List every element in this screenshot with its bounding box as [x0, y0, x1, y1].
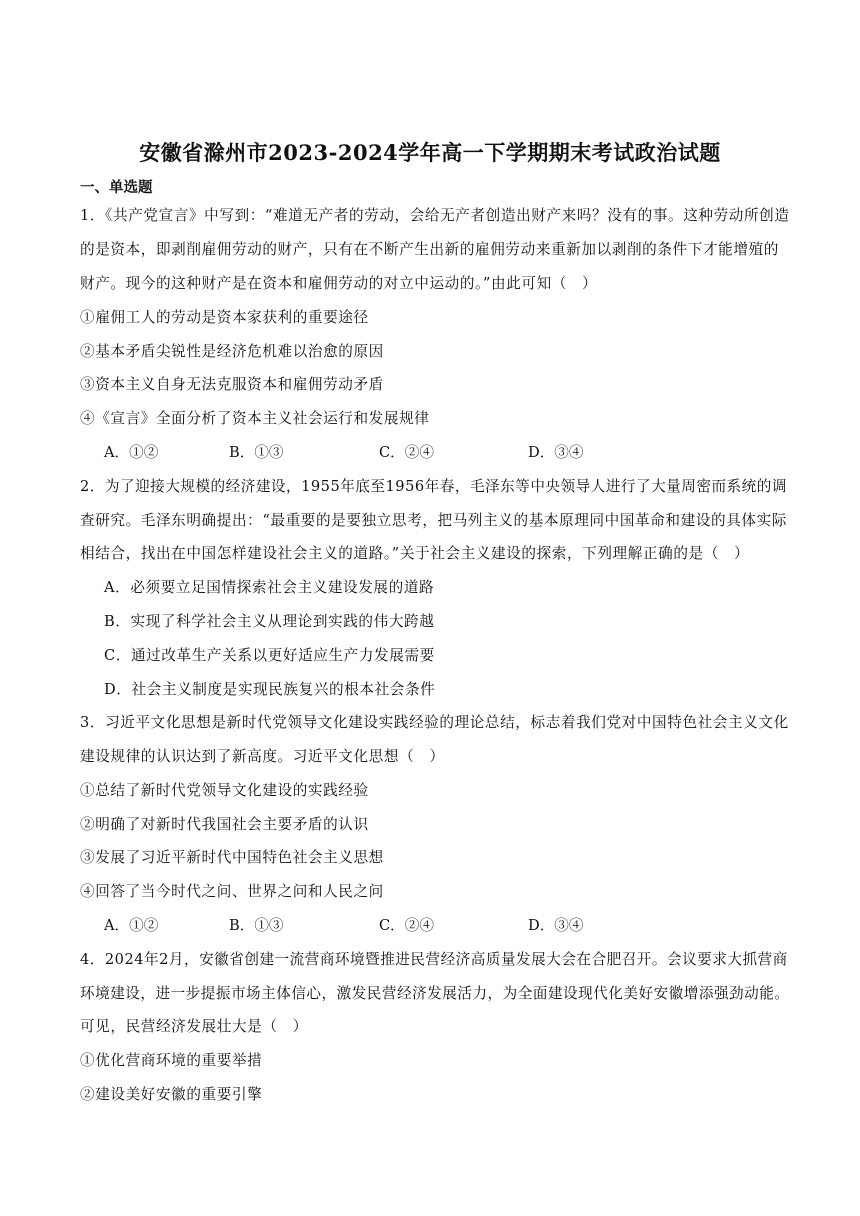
- q1-item-2: ②基本矛盾尖锐性是经济危机难以治愈的原因: [80, 343, 384, 360]
- q2-stem-line-1: 2．为了迎接大规模的经济建设，1955年底至1956年春，毛泽东等中央领导人进行了大量周密而系统的调: [80, 478, 787, 495]
- q3-stem-line-2: 建设规律的认识达到了新高度。习近平文化思想（ ）: [80, 748, 445, 765]
- section-heading: 一、单选题: [80, 180, 153, 196]
- q2-stem-line-2: 查研究。毛泽东明确提出：“最重要的是要独立思考，把马列主义的基本原理同中国革命和建设的具体实际: [80, 512, 787, 529]
- q4-item-2: ②建设美好安徽的重要引擎: [80, 1086, 263, 1103]
- q3-item-4: ④回答了当今时代之问、世界之问和人民之问: [80, 883, 384, 900]
- q1-item-4: ④《宣言》全面分析了资本主义社会运行和发展规律: [80, 410, 430, 427]
- q3-item-3: ③发展了习近平新时代中国特色社会主义思想: [80, 849, 384, 866]
- q2-option-a: A．必须要立足国情探索社会主义建设发展的道路: [104, 579, 435, 596]
- q1-option-a: A．①②: [104, 444, 159, 461]
- q1-item-3: ③资本主义自身无法克服资本和雇佣劳动矛盾: [80, 376, 384, 393]
- q2-stem-line-3: 相结合，找出在中国怎样建设社会主义的道路。”关于社会主义建设的探索，下列理解正确的是（ ）: [80, 545, 750, 562]
- q3-item-1: ①总结了新时代党领导文化建设的实践经验: [80, 782, 369, 799]
- q2-option-b: B．实现了科学社会主义从理论到实践的伟大跨越: [104, 613, 435, 630]
- q1-item-1: ①雇佣工人的劳动是资本家获利的重要途径: [80, 309, 369, 326]
- q1-option-d: D．③④: [528, 444, 584, 461]
- q3-option-c: C．②④: [379, 917, 434, 934]
- q2-option-c: C．通过改革生产关系以更好适应生产力发展需要: [104, 647, 435, 664]
- q1-stem-line-3: 财产。现今的这种财产是在资本和雇佣劳动的对立中运动的。”由此可知（ ）: [80, 275, 598, 292]
- q2-option-d: D．社会主义制度是实现民族复兴的根本社会条件: [104, 681, 436, 698]
- exam-title: 安徽省滁州市2023-2024学年高一下学期期末考试政治试题: [139, 140, 721, 165]
- q1-stem-line-2: 的是资本，即剥削雇佣劳动的财产，只有在不断产生出新的雇佣劳动来重新加以剥削的条件下才能增殖的: [80, 241, 779, 258]
- q3-option-a: A．①②: [104, 917, 159, 934]
- q4-item-1: ①优化营商环境的重要举措: [80, 1052, 263, 1069]
- q1-stem-line-1: 1．《共产党宣言》中写到：“难道无产者的劳动，会给无产者创造出财产来吗？没有的事。这种劳动所创造: [80, 207, 790, 224]
- q3-item-2: ②明确了对新时代我国社会主要矛盾的认识: [80, 816, 369, 833]
- q4-stem-line-1: 4．2024年2月，安徽省创建一流营商环境暨推进民营经济高质量发展大会在合肥召开。会议要求大抓营商: [80, 951, 788, 968]
- q4-stem-line-3: 可见，民营经济发展壮大是（ ）: [80, 1018, 308, 1035]
- q4-stem-line-2: 环境建设，进一步提振市场主体信心，激发民营经济发展活力，为全面建设现代化美好安徽增添强劲动能。: [80, 985, 790, 1002]
- q3-option-b: B．①③: [229, 917, 284, 934]
- q1-option-c: C．②④: [379, 444, 434, 461]
- q3-stem-line-1: 3．习近平文化思想是新时代党领导文化建设实践经验的理论总结，标志着我们党对中国特色社会主义文化: [80, 714, 789, 731]
- q3-option-d: D．③④: [528, 917, 584, 934]
- q1-option-b: B．①③: [229, 444, 284, 461]
